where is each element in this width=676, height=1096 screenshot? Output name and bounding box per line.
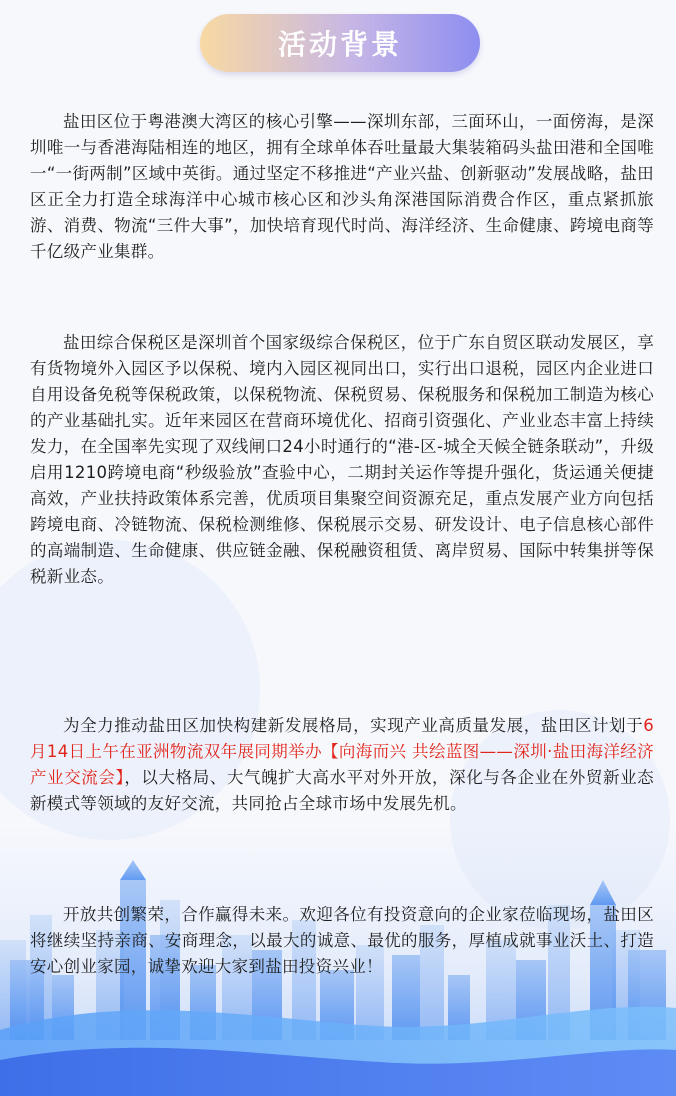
paragraph-event-plan [30, 713, 654, 817]
paragraph-bonded-zone: 盐田综合保税区是深圳首个国家级综合保税区，位于广东自贸区联动发展区，享有货物境外入园区予以保税、境内入园区视同出口，实行出口退税，园区内企业进口自用设备免税等保税政策，以保税物流、保税贸易、保税服务和保税加工制造为核心的产业基础扎实。近年来园区在营商环境优化、招商引资强化、产业业态丰富上持续发力，在全国率先实现了双线闸口24小时通行的“港-区-城全天候全链条联动”，升级启用1210跨境电商“秒级验放”查验中心，二期封关运作等提升强化，货运通关便捷高效，产业扶持政策体系完善，优质项目集聚空间资源充足，重点发展产业方向包括跨境电商、冷链物流、保税检测维修、保税展示交易、研发设计、电子信息核心部件的高端制造、生命健康、供应链金融、保税融资租赁、离岸贸易、国际中转集拼等保税新业态。 [30, 333, 654, 586]
page-title: 活动背景 [277, 28, 402, 61]
event-plan-text-start: 为全力推动盐田区加快构建新发展格局，实现产业高质量发展，盐田区计划于 [63, 716, 644, 735]
title-banner [200, 14, 480, 72]
paragraph-district-intro: 盐田区位于粤港澳大湾区的核心引擎——深圳东部，三面环山，一面傍海，是深圳唯一与香港海陆相连的地区，拥有全球单体吞吐量最大集装箱码头盐田港和全国唯一“一街两制”区域中英街。通过坚定不移推进“产业兴盐、创新驱动”发展战略，盐田区正全力打造全球海洋中心城市核心区和沙头角深港国际消费合作区，重点紧抓旅游、消费、物流“三件大事”，加快培育现代时尚、海洋经济、生命健康、跨境电商等千亿级产业集群。 [30, 112, 654, 261]
event-plan-text-end: ，以大格局、大气魄扩大高水平对外开放，深化与各企业在外贸新业态新模式等领域的友好交流，共同抢占全球市场中发展先机。 [30, 768, 654, 813]
event-highlight: 6月14日上午在亚洲物流双年展同期举办【向海而兴 共绘蓝图——深圳·盐田海洋经济产业交流会】 [30, 716, 654, 787]
paragraph-invitation: 开放共创繁荣，合作赢得未来。欢迎各位有投资意向的企业家莅临现场，盐田区将继续坚持亲商、安商理念，以最大的诚意、最优的服务，厚植成就事业沃土、打造安心创业家园，诚挚欢迎大家到盐田投资兴业！ [30, 905, 654, 976]
